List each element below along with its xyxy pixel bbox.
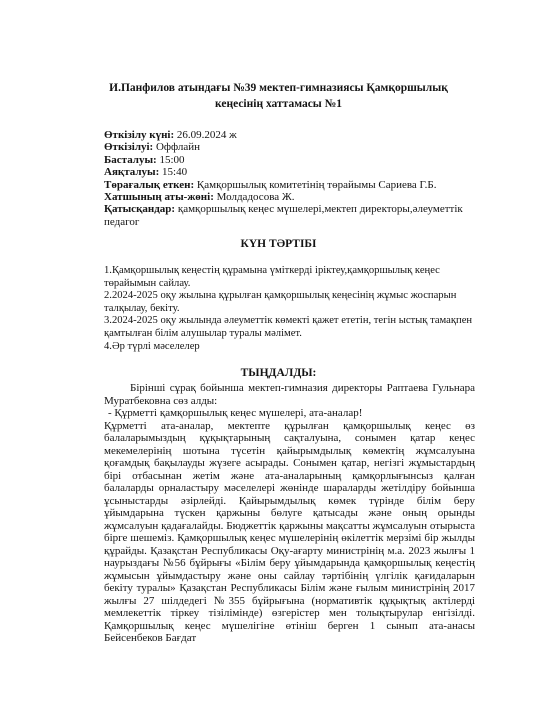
date-label: Өткізілу күні: [104, 129, 175, 141]
format-label: Өткізілуі: [104, 141, 154, 154]
minutes-body [104, 382, 475, 645]
end-value: 15:40 [159, 166, 188, 179]
meeting-chair [104, 179, 524, 191]
meeting-format [104, 141, 524, 153]
agenda-item: 1.Қамқоршылық кеңестің құрамына үміткерді іріктеу,қамқоршылық кеңес төрайымын сайлау. [104, 265, 440, 289]
agenda-list [104, 265, 476, 353]
participants-label: Қатысқандар: [104, 203, 176, 216]
title-line-2: кеңесінің хаттамасы №1 [215, 98, 342, 110]
end-label: Аяқталуы: [104, 166, 160, 179]
agenda-item: 3.2024-2025 оқу жылында әлеуметтік көмекті қажет ететін, тегін ыстық тамақпен қамтылған білім алушылар туралы мәлімет. [104, 315, 473, 339]
heard-heading: ТЫҢДАЛДЫ: [240, 367, 317, 379]
chair-label: Төрағалық еткен: [104, 178, 195, 191]
participants-value: қамқоршылық кеңес мүшелері,мектеп директоры,әлеуметтік [175, 203, 463, 216]
speech-paragraph: Құрметті ата-аналар, мектепте құрылған қамқоршылық кеңес өз балаларымыздың құқықтарының сақталуына, сонымен қатар кеңес мекемелерінің шотына түсетін қайырымдылық көмектің жұмсалуына қоғамдық бақылауды жүзеге асырады. Сонымен қатар, негізгі жұмыстардың бірі отбасынан жетім және ата-аналарының қамқорлығынсыз қалған балаларды орналастыру мәселелері жөнінде шараларды жетілдіру бойынша ұсыныстарды әзірлейді. Қайырымдылық көмек түрінде білім беру ұйымдарына түскен қаржыны бөлуге қатысады және оның орынды жұмсалуын қадағалайды. Бюджеттік қаржыны мақсатты жұмсалуын отырыста бірге шешеміз. Қамқоршылық кеңес мүшелерінің өкілеттік мерзімі бір жылды құрайды. Қазақстан Республикасы Оқу-ағарту министрінің м.а. 2023 жылғы 1 наурыздағы №56 бұйрығы «Білім беру ұйымдарында қамқоршылық кеңестің жұмысын ұйымдастыру және оны сайлау тәртібінің үлгілік қағидаларын бекіту туралы» Қазақстан Республикасы Білім және ғылым министрінің 2017 жылғы 27 шілдедегі №355 бұйрығына (нормативтік құқықтық актілерді мемлекеттік тіркеу тізілімінде) өзгерістер мен толықтырулар енгізілді. Қамқоршылық кеңес мүшелігіне өтініш берген 1 сынып ата-анасы Бейсенбеков Бағдат [104, 419, 475, 644]
chair-value: Қамқоршылық комитетінің төрайымы Сариева Г.Б. [194, 178, 437, 191]
meeting-participants [104, 203, 524, 215]
title-line-1: И.Панфилов атындағы №39 мектеп-гимназиясы Қамқоршылық [109, 82, 448, 94]
secretary-value: Молдадосова Ж. [213, 191, 295, 204]
date-value: 26.09.2024 ж [174, 129, 237, 141]
speaker-greeting: - Құрметті қамқоршылық кеңес мүшелері, ата-аналар! [108, 407, 363, 419]
meeting-secretary [104, 191, 524, 203]
format-value: Оффлайн [153, 141, 200, 154]
start-label: Басталуы: [104, 153, 157, 166]
meeting-date [104, 129, 524, 141]
agenda-heading: КҮН ТӘРТІБІ [240, 238, 317, 250]
speaker-intro: Бірінші сұрақ бойынша мектеп-гимназия директоры Раптаева Гульнара Муратбековна сөз алды: [104, 382, 475, 407]
meeting-end [104, 166, 524, 178]
secretary-label: Хатшының аты-жөні: [104, 191, 214, 204]
meeting-details [104, 129, 524, 228]
meeting-start [104, 154, 524, 166]
agenda-item: 2.2024-2025 оқу жылына құрылған қамқоршылық кеңесінің жұмыс жоспарын талқылау, бекіту. [104, 290, 457, 314]
meeting-participants-line-2: педагог [104, 215, 140, 228]
start-value: 15:00 [156, 153, 185, 166]
agenda-item: 4.Әр түрлі мәселелер [104, 340, 200, 352]
document-title [40, 80, 517, 112]
